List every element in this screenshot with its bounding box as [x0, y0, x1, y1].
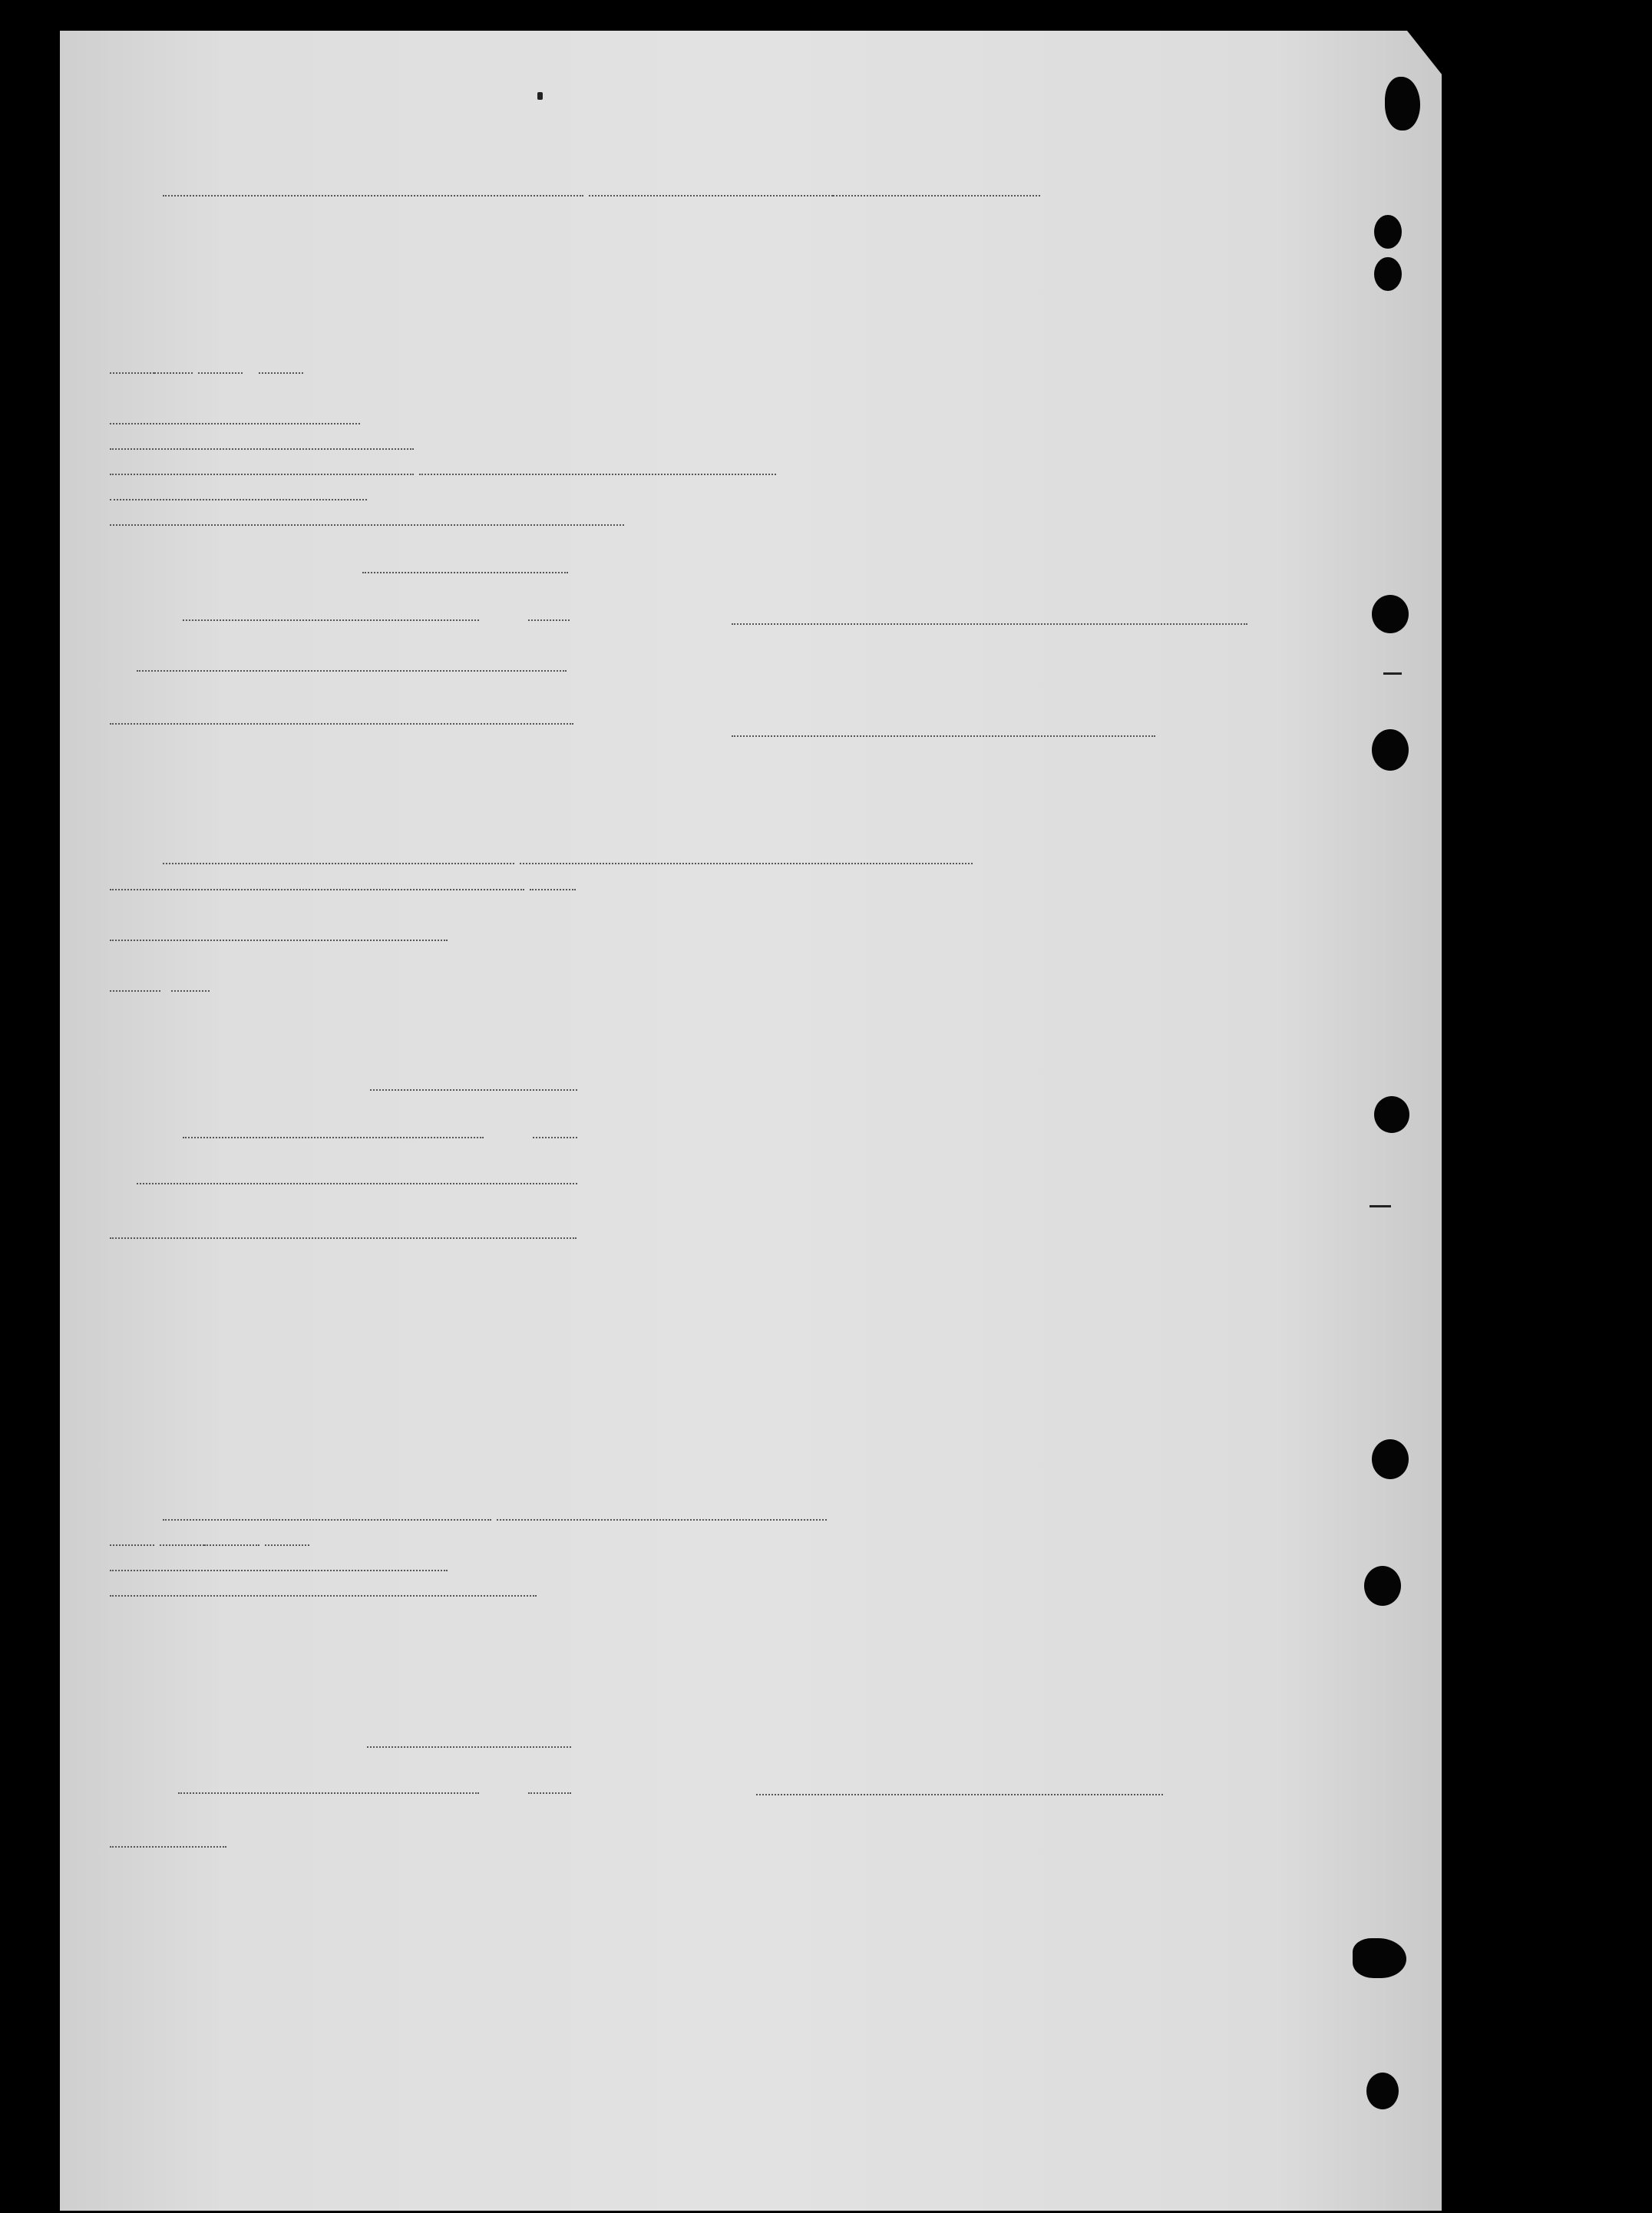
s2-para-line1: [110, 921, 458, 946]
punch-hole: [1366, 2073, 1399, 2109]
edge-tick-mark: [1370, 1205, 1391, 1207]
s2-line2: [110, 870, 576, 896]
s3-sworn-field[interactable]: [367, 1746, 571, 1748]
s1-headtax-address-field[interactable]: [110, 507, 624, 526]
s1-line1: [163, 177, 1040, 202]
s1-para-line10: [110, 455, 776, 481]
punch-hole: [1374, 1096, 1409, 1133]
punch-hole: [1374, 257, 1402, 291]
s1-owner-field[interactable]: [110, 406, 360, 424]
s1-officer-title-field[interactable]: [732, 735, 1155, 737]
s1-day-field[interactable]: [183, 619, 479, 621]
officer-rank-field[interactable]: [163, 178, 583, 197]
s2-vessel-field[interactable]: [520, 846, 973, 864]
s2-surgeon-name-field[interactable]: [163, 846, 514, 864]
s1-at-field[interactable]: [137, 670, 567, 672]
s2-sworn-field[interactable]: [370, 1089, 577, 1091]
s3-year-field[interactable]: [528, 1792, 571, 1794]
s1-from-field[interactable]: [833, 178, 1040, 197]
s3-para-line3: [110, 1577, 537, 1602]
punch-hole: [1372, 1439, 1409, 1479]
s3-list-to-field[interactable]: [160, 1528, 204, 1546]
s1-list-from-field[interactable]: [110, 355, 154, 374]
s3-vessel-field[interactable]: [497, 1502, 827, 1521]
punch-hole: [1372, 729, 1409, 771]
punch-hole: [1385, 77, 1420, 130]
s1-inspector-signature-field[interactable]: [110, 723, 573, 725]
s1-officer-signature-field[interactable]: [732, 623, 1247, 625]
s2-line1: [163, 844, 973, 870]
s1-agents-field[interactable]: [110, 457, 414, 475]
punch-hole: [1353, 1938, 1406, 1978]
s1-para-line11: [110, 481, 372, 506]
s3-board-port-field[interactable]: [110, 1578, 537, 1597]
s1-manifest-to-field[interactable]: [259, 355, 303, 374]
s1-sworn-field[interactable]: [362, 572, 568, 573]
s1-para-line8: [110, 405, 360, 430]
edge-tick-mark: [1383, 672, 1402, 675]
s2-surgeon-status-field[interactable]: [110, 872, 524, 890]
s3-port-field[interactable]: [110, 1553, 448, 1571]
punch-hole: [1372, 595, 1409, 633]
s3-master-name-field[interactable]: [163, 1502, 491, 1521]
s1-para-line9: [110, 430, 414, 455]
s2-signature-field[interactable]: [110, 1237, 577, 1239]
s1-para-line12: [110, 506, 624, 531]
s1-vessel-field[interactable]: [589, 178, 833, 197]
s1-para-line6: [110, 354, 308, 379]
s2-para-line3: [110, 972, 210, 997]
s2-year-field[interactable]: [533, 1137, 577, 1138]
s3-manifest-to-field[interactable]: [265, 1528, 309, 1546]
s3-master-signature-field[interactable]: [756, 1794, 1163, 1795]
s2-manifest-from-field[interactable]: [110, 973, 160, 992]
s3-list-from-field[interactable]: [110, 1528, 154, 1546]
s3-line1: [163, 1501, 827, 1526]
s1-manifest-from-field[interactable]: [198, 355, 243, 374]
s3-collector-signature-field[interactable]: [110, 1846, 226, 1848]
s3-day-field[interactable]: [178, 1792, 479, 1794]
s1-headtax-field[interactable]: [110, 482, 367, 500]
s2-years-field[interactable]: [530, 872, 576, 890]
s3-manifest-from-field[interactable]: [204, 1528, 259, 1546]
s2-manifest-to-field[interactable]: [171, 973, 210, 992]
s2-at-field[interactable]: [137, 1183, 577, 1184]
s1-year-field[interactable]: [528, 619, 570, 621]
punch-hole: [1374, 215, 1402, 249]
ink-speck: [537, 92, 543, 100]
s3-para-line2: [110, 1551, 448, 1577]
s2-day-field[interactable]: [183, 1137, 484, 1138]
s3-para-line1: [110, 1526, 309, 1551]
punch-hole: [1364, 1566, 1401, 1606]
s1-list-to-field[interactable]: [154, 355, 193, 374]
s1-agent-address-field[interactable]: [419, 457, 776, 475]
s1-owner-address-field[interactable]: [110, 431, 414, 450]
s2-authority-field[interactable]: [110, 923, 448, 941]
